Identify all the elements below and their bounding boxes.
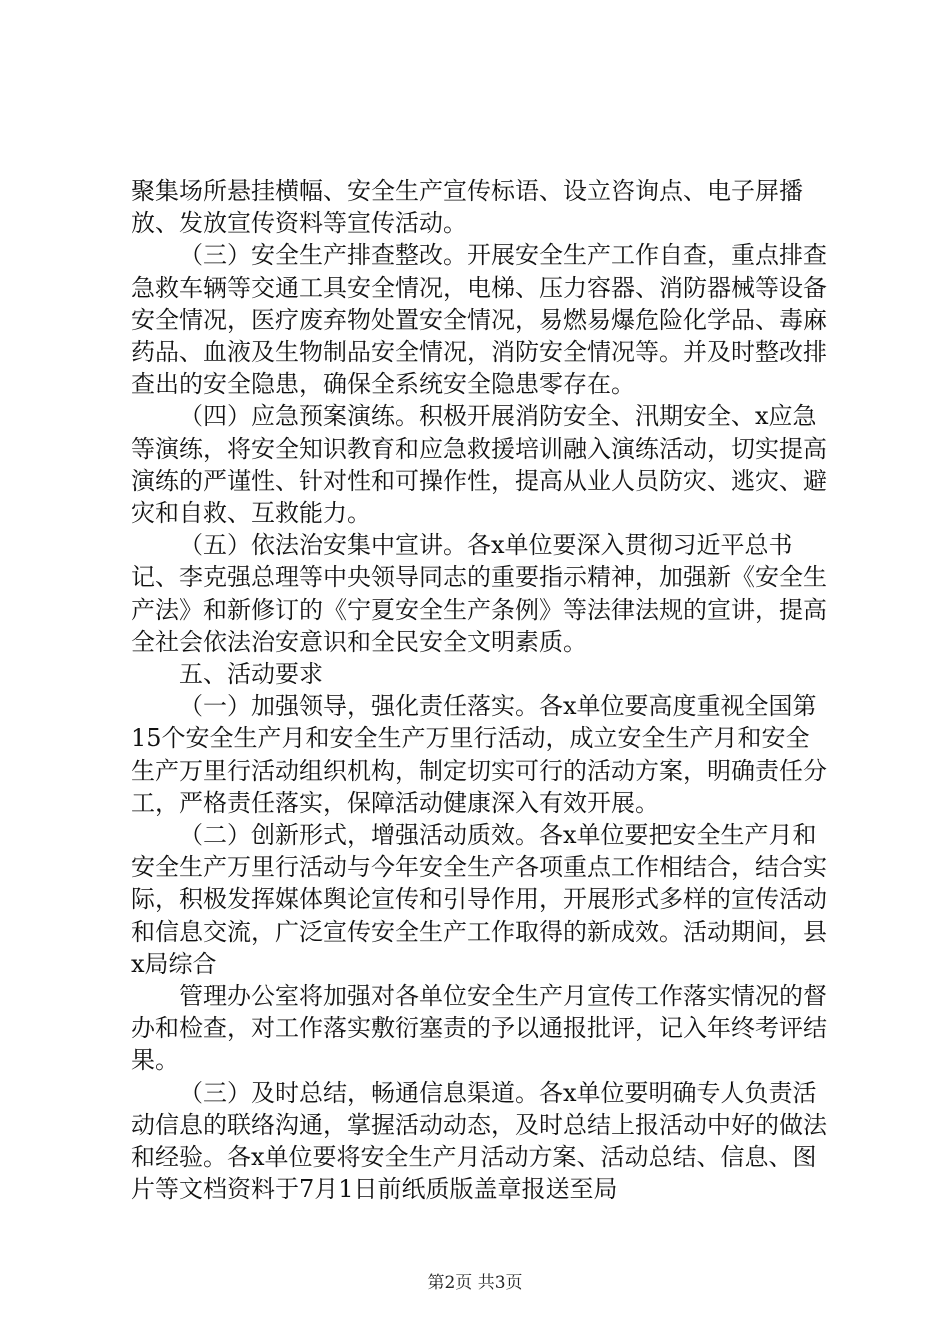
document-body bbox=[131, 175, 831, 1206]
paragraph-7: （二）创新形式，增强活动质效。各x单位要把安全生产月和安全生产万里行活动与今年安全生产各项重点工作相结合，结合实际，积极发挥媒体舆论宣传和引导作用，开展形式多样的宣传活动和信息交流，广泛宣传安全生产工作取得的新成效。活动期间，县x局综合 bbox=[131, 821, 827, 978]
section-heading: 五、活动要求 bbox=[179, 660, 323, 689]
paragraph-6: （一）加强领导，强化责任落实。各x单位要高度重视全国第15个安全生产月和安全生产万里行活动，成立安全生产月和安全生产万里行活动组织机构，制定切实可行的活动方案，明确责任分工，严格责任落实，保障活动健康深入有效开展。 bbox=[131, 692, 827, 817]
page-number-footer: 第2页 共3页 bbox=[427, 1273, 523, 1293]
paragraph-1: 聚集场所悬挂横幅、安全生产宣传标语、设立咨询点、电子屏播放、发放宣传资料等宣传活动。 bbox=[131, 177, 803, 238]
paragraph-3: （四）应急预案演练。积极开展消防安全、汛期安全、x应急等演练，将安全知识教育和应急救援培训融入演练活动，切实提高演练的严谨性、针对性和可操作性，提高从业人员防灾、逃灾、避灾和自救、互救能力。 bbox=[131, 402, 827, 528]
paragraph-2: （三）安全生产排查整改。开展安全生产工作自查，重点排查急救车辆等交通工具安全情况，电梯、压力容器、消防器械等设备安全情况，医疗废弃物处置安全情况，易燃易爆危险化学品、毒麻药品、血液及生物制品安全情况，消防安全情况等。并及时整改排查出的安全隐患，确保全系统安全隐患零存在。 bbox=[131, 241, 827, 399]
paragraph-8: 管理办公室将加强对各单位安全生产月宣传工作落实情况的督办和检查，对工作落实敷衍塞责的予以通报批评，记入年终考评结果。 bbox=[131, 982, 827, 1075]
paragraph-9: （三）及时总结，畅通信息渠道。各x单位要明确专人负责活动信息的联络沟通，掌握活动动态，及时总结上报活动中好的做法和经验。各x单位要将安全生产月活动方案、活动总结、信息、图片等文档资料于7月1日前纸质版盖章报送至局 bbox=[131, 1078, 827, 1204]
paragraph-4: （五）依法治安集中宣讲。各x单位要深入贯彻习近平总书记、李克强总理等中央领导同志的重要指示精神，加强新《安全生产法》和新修订的《宁夏安全生产条例》等法律法规的宣讲，提高全社会依法治安意识和全民安全文明素质。 bbox=[131, 531, 827, 656]
